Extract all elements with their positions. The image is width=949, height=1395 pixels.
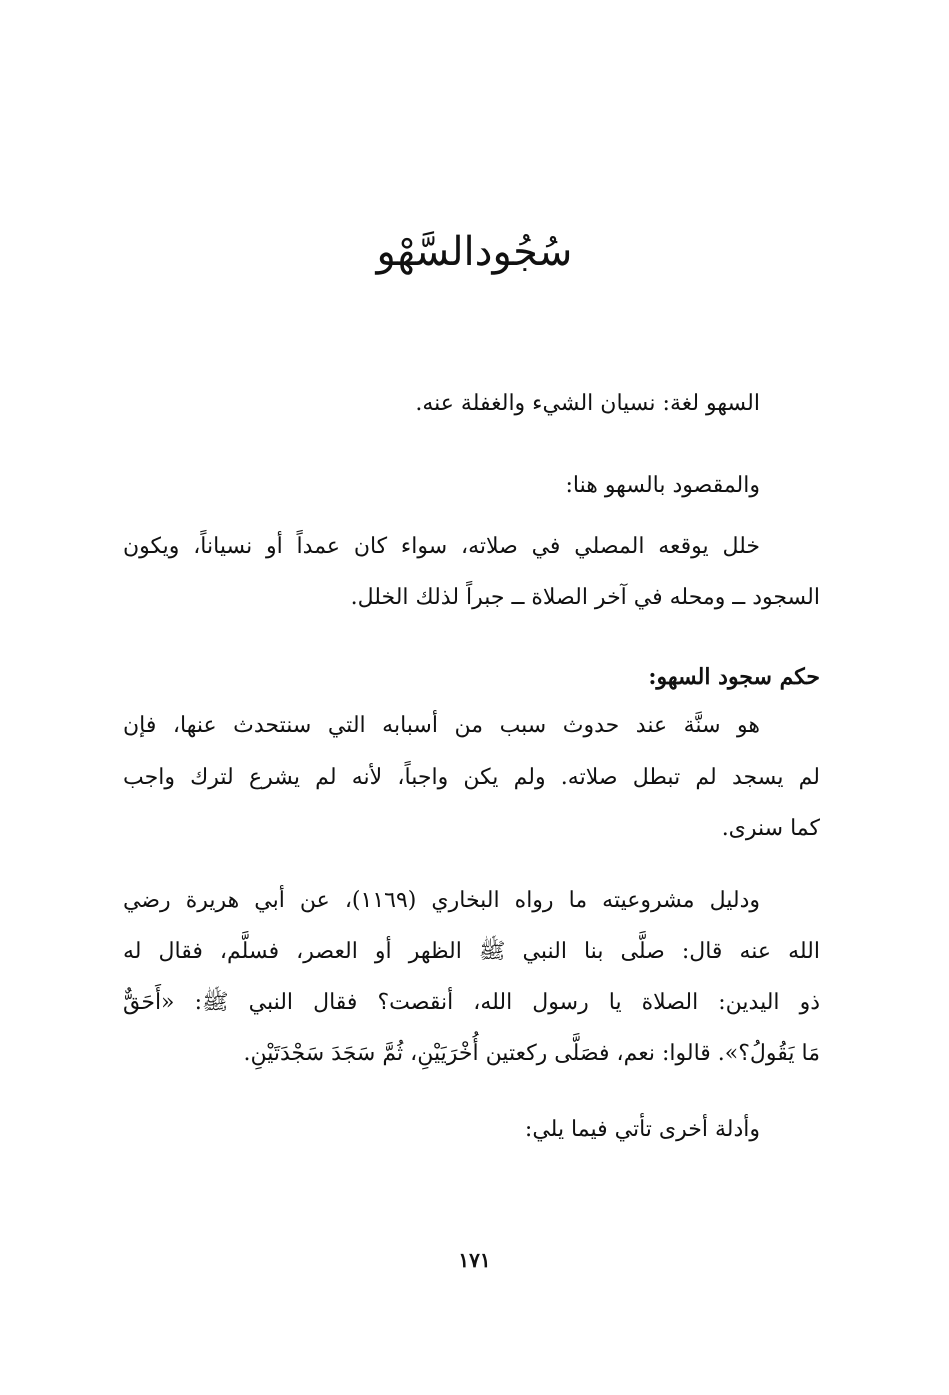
paragraph-line: ذو اليدين: الصلاة يا رسول الله، أنقصت؟ فقال النبي ﷺ: «أَحَقٌّ — [123, 990, 820, 1015]
paragraph-line: الله عنه قال: صلَّى بنا النبي ﷺ الظهر أو العصر، فسلَّم، فقال له — [123, 939, 820, 964]
paragraph-line: وأدلة أخرى تأتي فيما يلي: — [524, 1117, 760, 1142]
paragraph-line: كما سنرى. — [721, 816, 820, 841]
paragraph-line: السجود ــ ومحله في آخر الصلاة ــ جبراً لذلك الخلل. — [350, 585, 820, 610]
page-title: سُجُودالسَّهْو — [376, 229, 573, 275]
meaning-heading-line: والمقصود بالسهو هنا: — [565, 473, 760, 498]
paragraph-line: خلل يوقعه المصلي في صلاته، سواء كان عمداً أو نسياناً، ويكون — [123, 534, 760, 559]
page-number: ١٧١ — [458, 1248, 491, 1272]
section-heading: حكم سجود السهو: — [648, 664, 820, 690]
paragraph-line: ودليل مشروعيته ما رواه البخاري (١١٦٩)، عن أبي هريرة رضي — [123, 888, 760, 913]
paragraph-line: هو سنَّة عند حدوث سبب من أسبابه التي سنتحدث عنها، فإن — [123, 713, 760, 738]
definition-line: السهو لغة: نسيان الشيء والغفلة عنه. — [415, 391, 760, 416]
paragraph-line: لم يسجد لم تبطل صلاته. ولم يكن واجباً، لأنه لم يشرع لترك واجب — [123, 765, 820, 790]
paragraph-line: مَا يَقُولُ؟». قالوا: نعم، فصَلَّى ركعتين أُخْرَيَيْنِ، ثُمَّ سَجَدَ سَجْدَتَيْنِ. — [243, 1041, 820, 1066]
